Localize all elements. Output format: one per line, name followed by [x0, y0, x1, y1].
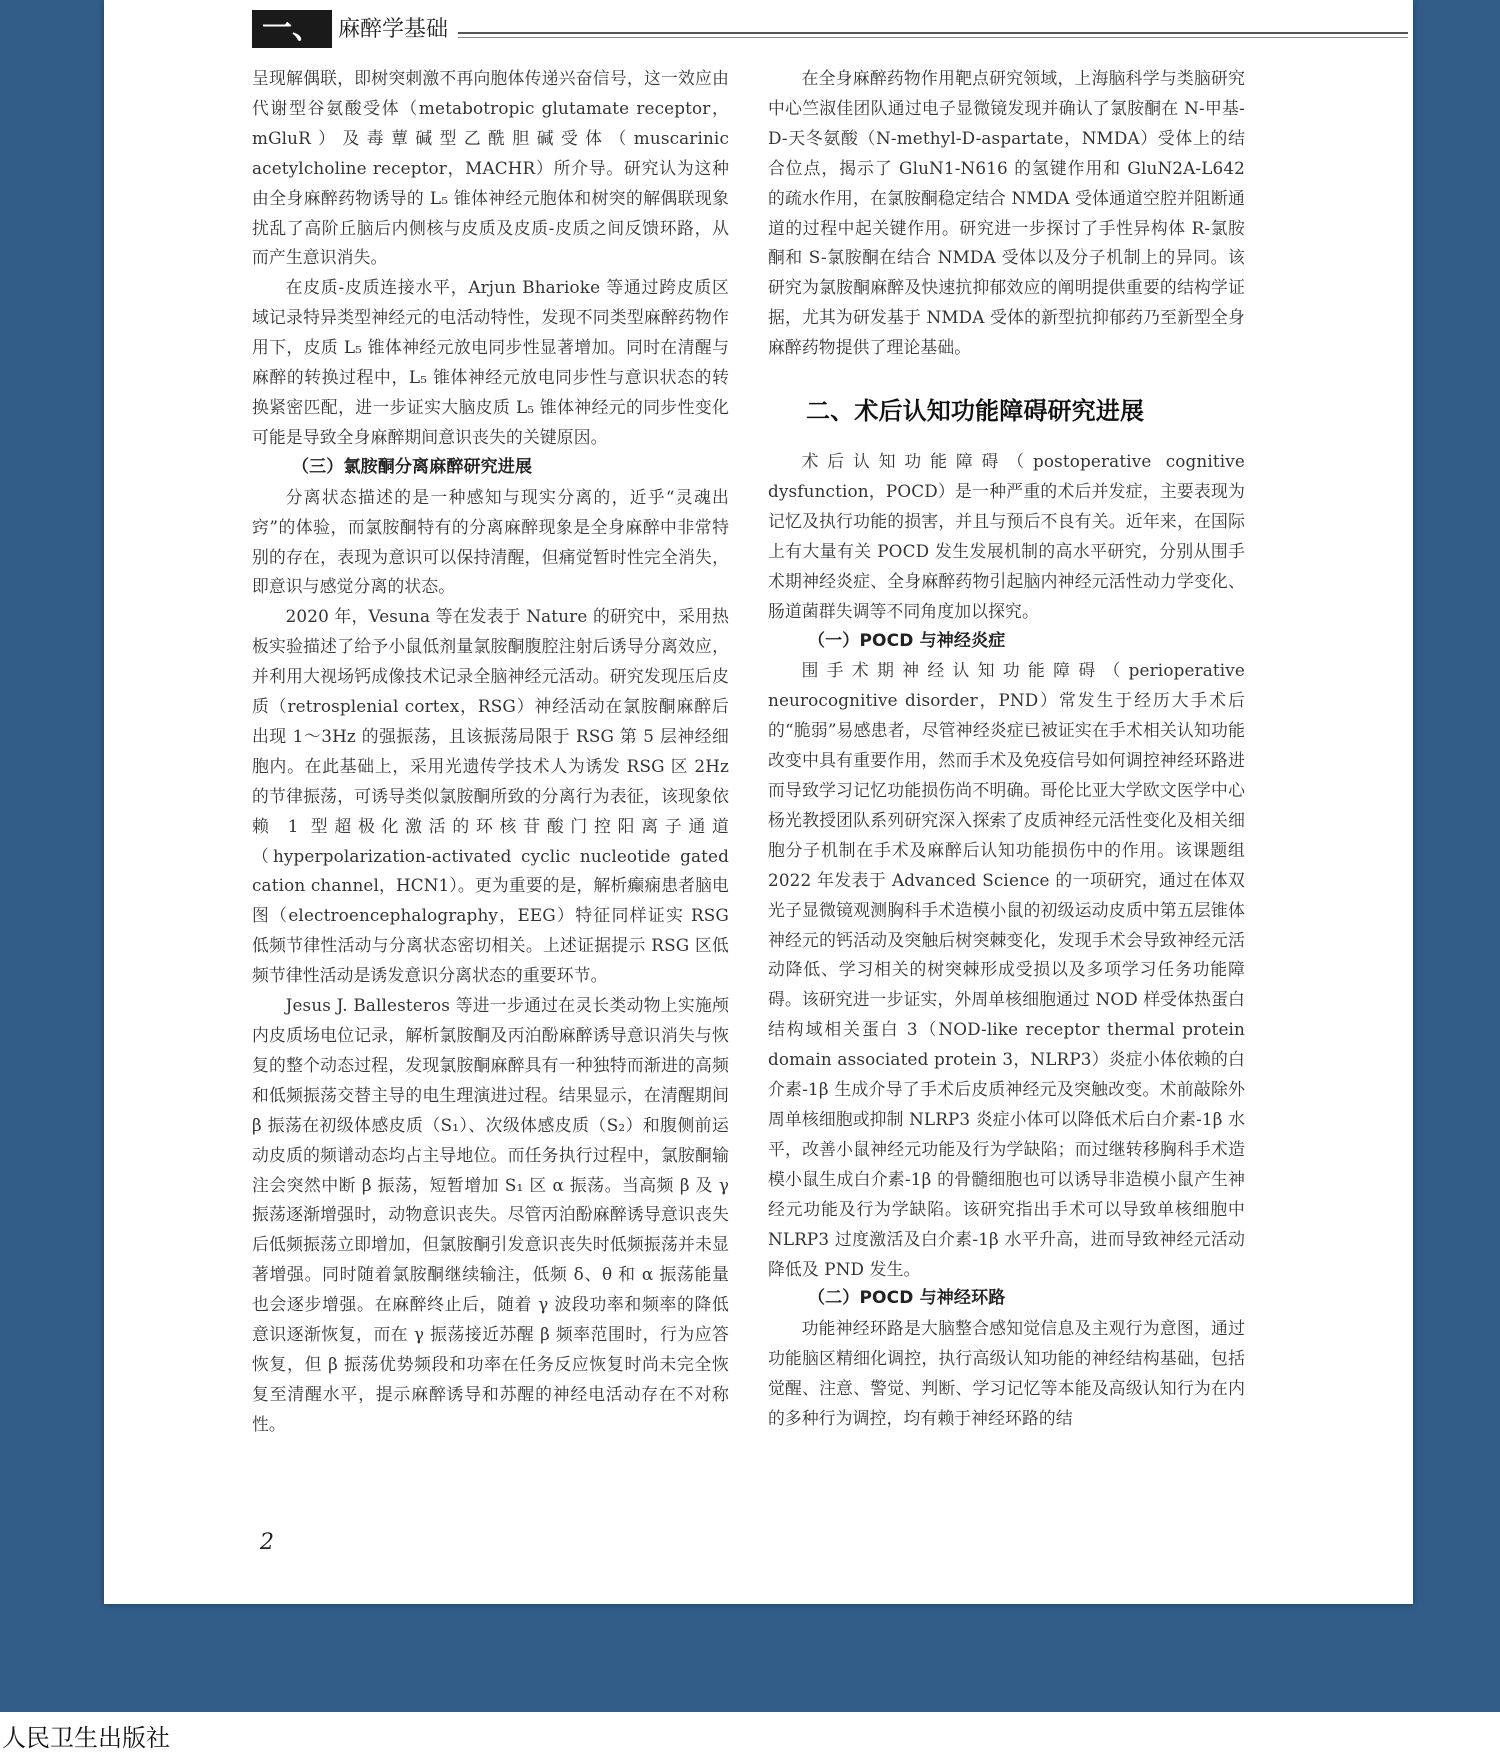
section-heading: （三）氯胺酮分离麻醉研究进展	[292, 456, 533, 477]
right-column	[768, 64, 1245, 1434]
paragraph: 功能神经环路是大脑整合感知觉信息及主观行为意图，通过功能脑区精细化调控，执行高级认知功能的神经结构基础，包括觉醒、注意、警觉、判断、学习记忆等本能及高级认知行为在内的多种行为调控，均有赖于神经环路的结	[768, 1318, 1245, 1429]
section-heading: （二）POCD 与神经环路	[808, 1288, 1006, 1309]
chapter-title: 麻醉学基础	[338, 17, 449, 42]
section-heading: （一）POCD 与神经炎症	[808, 630, 1006, 651]
paragraph: 在皮质-皮质连接水平，Arjun Bharioke 等通过跨皮质区域记录特异类型神经元的电活动特性，发现不同类型麻醉药物作用下，皮质 L₅ 锥体神经元放电同步性显著增加。同时在清醒与麻醉的转换过程中，L₅ 锥体神经元放电同步性与意识状态的转换紧密匹配，进一步证实大脑皮质 L₅ 锥体神经元的同步性变化可能是导致全身麻醉期间意识丧失的关键原因。	[252, 277, 729, 447]
paragraph: 在全身麻醉药物作用靶点研究领域，上海脑科学与类脑研究中心竺淑佳团队通过电子显微镜发现并确认了氯胺酮在 N-甲基-D-天冬氨酸（N-methyl-D-aspartate，NMDA）受体上的结合位点，揭示了 GluN1-N616 的氢键作用和 GluN2A-L642 的疏水作用，在氯胺酮稳定结合 NMDA 受体通道空腔并阻断通道的过程中起关键作用。研究进一步探讨了手性异构体 R-氯胺酮和 S-氯胺酮在结合 NMDA 受体以及分子机制上的异同。该研究为氯胺酮麻醉及快速抗抑郁效应的阐明提供重要的结构学证据，尤其为研发基于 NMDA 受体的新型抗抑郁药乃至新型全身麻醉药物提供了理论基础。	[768, 68, 1245, 358]
paragraph: 分离状态描述的是一种感知与现实分离的，近乎“灵魂出窍”的体验，而氯胺酮特有的分离麻醉现象是全身麻醉中非常特别的存在，表现为意识可以保持清醒，但痛觉暂时性完全消失，即意识与感觉分离的状态。	[252, 486, 729, 597]
paragraph: 呈现解偶联，即树突刺激不再向胞体传递兴奋信号，这一效应由代谢型谷氨酸受体（metabotropic glutamate receptor，mGluR）及毒蕈碱型乙酰胆碱受体（muscarinic acetylcholine receptor，MACHR）所介导。研究认为这种由全身麻醉药物诱导的 L₅ 锥体神经元胞体和树突的解偶联现象扰乱了高阶丘脑后内侧核与皮质及皮质-皮质之间反馈环路，从而产生意识消失。	[252, 68, 729, 268]
paragraph: 2020 年，Vesuna 等在发表于 Nature 的研究中，采用热板实验描述了给予小鼠低剂量氯胺酮腹腔注射后诱导分离效应，并利用大视场钙成像技术记录全脑神经元活动。研究发现压后皮质（retrosplenial cortex，RSG）神经活动在氯胺酮麻醉后出现 1～3Hz 的强振荡，且该振荡局限于 RSG 第 5 层神经细胞内。在此基础上，采用光遗传学技术人为诱发 RSG 区 2Hz 的节律振荡，可诱导类似氯胺酮所致的分离行为表征，该现象依赖 1 型超极化激活的环核苷酸门控阳离子通道（hyperpolarization-activated cyclic nucleotide gated cation channel，HCN1）。更为重要的是，解析癫痫患者脑电图（electroencephalography，EEG）特征同样证实 RSG 低频节律性活动与分离状态密切相关。上述证据提示 RSG 区低频节律性活动是诱发意识分离状态的重要环节。	[252, 606, 729, 986]
chapter-tag: 一、	[252, 10, 332, 48]
publisher-label: 人民卫生出版社	[2, 1724, 170, 1752]
page-number: 2	[260, 1530, 274, 1555]
chapter-section-heading: 二、术后认知功能障碍研究进展	[806, 397, 1145, 426]
paragraph: 围手术期神经认知功能障碍（perioperative neurocognitive disorder，PND）常发生于经历大手术后的“脆弱”易感患者，尽管神经炎症已被证实在手术相关认知功能改变中具有重要作用，然而手术及免疫信号如何调控神经环路进而导致学习记忆功能损伤尚不明确。哥伦比亚大学欧文医学中心杨光教授团队系列研究深入探索了皮质神经元活性变化及相关细胞分子机制在手术及麻醉后认知功能损伤中的作用。该课题组 2022 年发表于 Advanced Science 的一项研究，通过在体双光子显微镜观测胸科手术造模小鼠的初级运动皮质中第五层锥体神经元的钙活动及突触后树突棘变化，发现手术会导致神经元活动降低、学习相关的树突棘形成受损以及多项学习任务功能障碍。该研究进一步证实，外周单核细胞通过 NOD 样受体热蛋白结构域相关蛋白 3（NOD-like receptor thermal protein domain associated protein 3，NLRP3）炎症小体依赖的白介素-1β 生成介导了手术后皮质神经元及突触改变。术前敲除外周单核细胞或抑制 NLRP3 炎症小体可以降低术后白介素-1β 水平，改善小鼠神经元功能及行为学缺陷；而过继转移胸科手术造模小鼠生成白介素-1β 的骨髓细胞也可以诱导非造模小鼠产生神经元功能及行为学缺陷。该研究指出手术可以导致单核细胞中 NLRP3 过度激活及白介素-1β 水平升高，进而导致神经元活动降低及 PND 发生。	[768, 660, 1245, 1279]
left-column	[252, 64, 729, 1440]
paragraph: 术后认知功能障碍（postoperative cognitive dysfunction，POCD）是一种严重的术后并发症，主要表现为记忆及执行功能的损害，并且与预后不良有关。近年来，在国际上有大量有关 POCD 发生发展机制的高水平研究，分别从围手术期神经炎症、全身麻醉药物引起脑内神经元活性动力学变化、肠道菌群失调等不同角度加以探究。	[768, 451, 1245, 621]
paragraph: Jesus J. Ballesteros 等进一步通过在灵长类动物上实施颅内皮质场电位记录，解析氯胺酮及丙泊酚麻醉诱导意识消失与恢复的整个动态过程，发现氯胺酮麻醉具有一种独特而渐进的高频和低频振荡交替主导的电生理演进过程。结果显示，在清醒期间 β 振荡在初级体感皮质（S₁）、次级体感皮质（S₂）和腹侧前运动皮质的频谱动态均占主导地位。而任务执行过程中，氯胺酮输注会突然中断 β 振荡，短暂增加 S₁ 区 α 振荡。当高频 β 及 γ 振荡逐渐增强时，动物意识丧失。尽管丙泊酚麻醉诱导意识丧失后低频振荡立即增加，但氯胺酮引发意识丧失时低频振荡并未显著增强。同时随着氯胺酮继续输注，低频 δ、θ 和 α 振荡能量也会逐步增强。在麻醉终止后，随着 γ 波段功率和频率的降低意识逐渐恢复，而在 γ 振荡接近苏醒 β 频率范围时，行为应答恢复，但 β 振荡优势频段和功率在任务反应恢复时尚未完全恢复至清醒水平，提示麻醉诱导和苏醒的神经电活动存在不对称性。	[252, 995, 729, 1434]
header-rule	[458, 32, 1408, 34]
header-rule-thin	[458, 37, 1408, 38]
chapter-header	[148, 4, 1408, 46]
